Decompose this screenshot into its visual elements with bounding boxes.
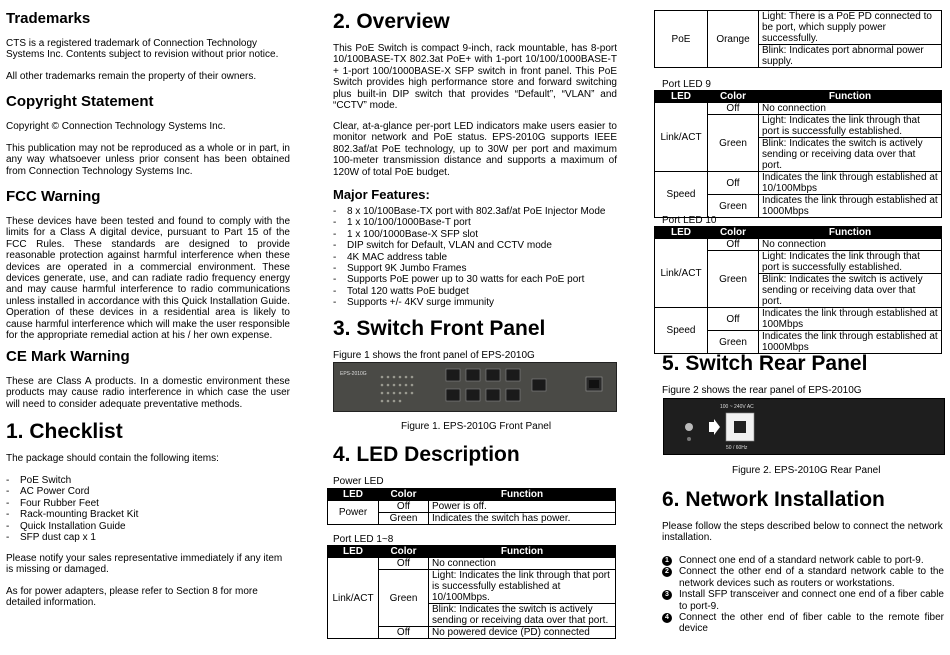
table-cell: Speed bbox=[655, 308, 708, 354]
table-row bbox=[655, 239, 942, 251]
table-cell: Green bbox=[708, 195, 759, 218]
rear-panel-heading: 5. Switch Rear Panel bbox=[662, 352, 868, 375]
copyright-text-2: This publication may not be reproduced as a whole or in part, in any way whatsoever unless prior consent has been obtained from Connection Technology Systems Inc. bbox=[6, 143, 290, 177]
table-cell: Green bbox=[708, 251, 759, 308]
front-panel-image bbox=[333, 362, 617, 412]
step-number-icon: 3 bbox=[662, 590, 672, 600]
table-cell: Indicates the link through established at 1000Mbps bbox=[759, 331, 942, 354]
list-item: - Supports +/- 4KV surge immunity bbox=[333, 297, 623, 308]
table-cell: Blink: Indicates port abnormal power supply. bbox=[759, 45, 942, 68]
table-cell: Link/ACT bbox=[655, 239, 708, 308]
list-item: - 4K MAC address table bbox=[333, 252, 623, 263]
table-cell: Light: There is a PoE PD connected to be port, which supply power successfully. bbox=[759, 11, 942, 45]
checklist-note-2: As for power adapters, please refer to Section 8 for more detailed information. bbox=[6, 586, 258, 609]
list-item: - 1 x 100/1000Base-X SFP slot bbox=[333, 229, 623, 240]
table-cell: Off bbox=[708, 239, 759, 251]
step-text: Install SFP transceiver and connect one end of a fiber cable to port-9. bbox=[679, 589, 944, 612]
table-header: Function bbox=[429, 489, 616, 501]
table-header: LED bbox=[328, 489, 379, 501]
table-row bbox=[655, 103, 942, 115]
overview-text: This PoE Switch is compact 9-inch, rack mountable, has 8-port 10/100BASE-TX 802.3at PoE+ with 1-port 10/100/1000BASE-T + 1-port 100/1000BASE-X SFP switch in front panel. This PoE Switch provides high performance store and forward switching plus built-in DIP switch that provides “Default”, “VLAN” and “CCTV” mode. bbox=[333, 43, 617, 112]
table-header: Function bbox=[759, 227, 942, 239]
front-panel-intro: Figure 1 shows the front panel of EPS-2010G bbox=[333, 350, 535, 361]
checklist-note: Please notify your sales representative immediately if any item is missing or damaged. bbox=[6, 553, 283, 576]
table-header: LED bbox=[655, 227, 708, 239]
trademarks-text: CTS is a registered trademark of Connection Technology Systems Inc. Contents subject to revision without prior notice. bbox=[6, 38, 279, 61]
table-cell: No connection bbox=[759, 103, 942, 115]
led-description-heading: 4. LED Description bbox=[333, 443, 520, 466]
table-cell: Orange bbox=[708, 11, 759, 68]
trademarks-heading: Trademarks bbox=[6, 10, 91, 27]
list-item: - Support 9K Jumbo Frames bbox=[333, 263, 623, 274]
table-cell: No powered device (PD) connected bbox=[429, 627, 616, 639]
step-text: Connect the other end of fiber cable to the remote fiber device bbox=[679, 612, 944, 635]
table-header: Color bbox=[379, 546, 429, 558]
port-led-10-table bbox=[654, 226, 942, 354]
table-cell: Green bbox=[379, 513, 429, 525]
table-cell: No connection bbox=[429, 558, 616, 570]
table-header: Function bbox=[759, 91, 942, 103]
network-installation-heading: 6. Network Installation bbox=[662, 488, 885, 511]
table-row bbox=[655, 11, 942, 45]
list-item: - PoE Switch bbox=[6, 475, 290, 486]
table-cell: Indicates the link through established at 10/100Mbps bbox=[759, 172, 942, 195]
port-led-9-label: Port LED 9 bbox=[662, 79, 711, 90]
front-model-label: EPS-2010G bbox=[340, 371, 367, 377]
trademarks-text-2: All other trademarks remain the property of their owners. bbox=[6, 71, 257, 82]
fcc-text: These devices have been tested and found to comply with the limits for a Class A digital device, pursuant to Part 15 of the FCC Rules. These standards are designed to provide reasonable protection against harmful interference when these devices are operated in a commercial environment. These devices generate, use, and can radiate radio frequency energy and may cause harmful interference to radio communications unless installed in accordance with this Quick Installation Guide. Operation of these devices in a residential area is likely to cause harmful interference which will make the user responsible for the appropriate remedial action at his / her own expense. bbox=[6, 216, 290, 342]
table-row bbox=[655, 308, 942, 331]
table-cell: Link/ACT bbox=[328, 558, 379, 639]
table-header: Color bbox=[379, 489, 429, 501]
rear-panel-intro: Figure 2 shows the rear panel of EPS-2010G bbox=[662, 385, 862, 396]
table-cell: Indicates the link through established at 1000Mbps bbox=[759, 195, 942, 218]
checklist-heading: 1. Checklist bbox=[6, 420, 123, 443]
list-item: - Rack-mounting Bracket Kit bbox=[6, 509, 290, 520]
list-item bbox=[662, 555, 944, 566]
step-number-icon: 4 bbox=[662, 613, 672, 623]
checklist-list bbox=[6, 475, 290, 543]
power-led-label: Power LED bbox=[333, 476, 384, 487]
rear-freq-label: 50 / 60Hz bbox=[726, 445, 748, 451]
table-cell: Off bbox=[708, 172, 759, 195]
copyright-text: Copyright © Connection Technology Systems Inc. bbox=[6, 121, 226, 132]
table-cell: Light: Indicates the link through that port is successfully established. bbox=[759, 251, 942, 274]
table-cell: PoE bbox=[655, 11, 708, 68]
table-cell: Light: Indicates the link through that port is successfully established. bbox=[759, 115, 942, 138]
power-led-table bbox=[327, 488, 616, 525]
network-installation-intro: Please follow the steps described below to connect the network installation. bbox=[662, 521, 943, 544]
table-row bbox=[328, 558, 616, 570]
overview-text-2: Clear, at-a-glance per-port LED indicators make users easier to monitor network and PoE status. EPS-2010G supports IEEE 802.3af/at PoE technology, up to 30W per port and maximum 100-meter transmission distance and supports a maximum of 120W of total PoE budget. bbox=[333, 121, 617, 178]
overview-heading: 2. Overview bbox=[333, 10, 450, 33]
front-panel-drawing bbox=[334, 363, 616, 411]
fcc-heading: FCC Warning bbox=[6, 188, 101, 205]
table-header: Color bbox=[708, 91, 759, 103]
step-number-icon: 1 bbox=[662, 556, 672, 566]
table-cell: Power is off. bbox=[429, 501, 616, 513]
front-panel-caption: Figure 1. EPS-2010G Front Panel bbox=[401, 421, 552, 432]
checklist-intro: The package should contain the following items: bbox=[6, 453, 219, 464]
table-cell: Indicates the link through established at 100Mbps bbox=[759, 308, 942, 331]
table-cell: Off bbox=[708, 308, 759, 331]
network-steps-list bbox=[662, 555, 944, 635]
table-row bbox=[655, 172, 942, 195]
list-item: - Total 120 watts PoE budget bbox=[333, 286, 623, 297]
list-item: - 8 x 10/100Base-TX port with 802.3af/at PoE Injector Mode bbox=[333, 206, 623, 217]
table-cell: Green bbox=[379, 570, 429, 627]
ground-screw-icon bbox=[685, 423, 693, 431]
features-list bbox=[333, 206, 623, 309]
table-header: LED bbox=[655, 91, 708, 103]
list-item bbox=[662, 566, 944, 589]
list-item: - SFP dust cap x 1 bbox=[6, 532, 290, 543]
port-led-9-table bbox=[654, 90, 942, 218]
rear-voltage-label: 100 ~ 240V AC bbox=[720, 404, 754, 410]
rear-panel-drawing bbox=[664, 399, 944, 454]
step-number-icon: 2 bbox=[662, 567, 672, 577]
table-cell: Power bbox=[328, 501, 379, 525]
table-header: Function bbox=[429, 546, 616, 558]
table-cell: Off bbox=[379, 627, 429, 639]
port-led-10-label: Port LED 10 bbox=[662, 215, 717, 226]
list-item: - Quick Installation Guide bbox=[6, 521, 290, 532]
port-led-1-8-table bbox=[327, 545, 616, 639]
step-text: Connect the other end of a standard network cable to the network devices such as routers or workstations. bbox=[679, 566, 944, 589]
rear-panel-image bbox=[663, 398, 945, 455]
table-cell: Off bbox=[708, 103, 759, 115]
list-item bbox=[662, 612, 944, 635]
features-heading: Major Features: bbox=[333, 187, 430, 202]
list-item: - Supports PoE power up to 30 watts for each PoE port bbox=[333, 274, 623, 285]
list-item: - 1 x 10/100/1000Base-T port bbox=[333, 217, 623, 228]
ce-heading: CE Mark Warning bbox=[6, 348, 130, 365]
table-cell: Off bbox=[379, 501, 429, 513]
list-item bbox=[662, 589, 944, 612]
ce-text: These are Class A products. In a domestic environment these products may cause radio interference in which case the user will need to consider adequate preventative methods. bbox=[6, 376, 290, 410]
rear-panel-caption: Figure 2. EPS-2010G Rear Panel bbox=[732, 465, 881, 476]
poe-led-table bbox=[654, 10, 942, 68]
table-cell: Green bbox=[708, 331, 759, 354]
table-cell: Indicates the switch has power. bbox=[429, 513, 616, 525]
front-panel-heading: 3. Switch Front Panel bbox=[333, 317, 546, 340]
table-cell: Blink: Indicates the switch is actively sending or receiving data over that port. bbox=[429, 604, 616, 627]
table-header: Color bbox=[708, 227, 759, 239]
table-cell: Speed bbox=[655, 172, 708, 218]
table-cell: Link/ACT bbox=[655, 103, 708, 172]
table-cell: Blink: Indicates the switch is actively sending or receiving data over that port. bbox=[759, 138, 942, 172]
list-item: - Four Rubber Feet bbox=[6, 498, 290, 509]
table-cell: No connection bbox=[759, 239, 942, 251]
table-cell: Light: Indicates the link through that port is successfully established at 10/100Mbps. bbox=[429, 570, 616, 604]
table-cell: Green bbox=[708, 115, 759, 172]
port-led-1-8-label: Port LED 1~8 bbox=[333, 534, 394, 545]
list-item: - AC Power Cord bbox=[6, 486, 290, 497]
table-cell: Blink: Indicates the switch is actively sending or receiving data over that port. bbox=[759, 274, 942, 308]
step-text: Connect one end of a standard network cable to port-9. bbox=[679, 555, 924, 566]
table-cell: Off bbox=[379, 558, 429, 570]
copyright-heading: Copyright Statement bbox=[6, 93, 154, 110]
table-row bbox=[328, 501, 616, 513]
list-item: - DIP switch for Default, VLAN and CCTV mode bbox=[333, 240, 623, 251]
table-header: LED bbox=[328, 546, 379, 558]
